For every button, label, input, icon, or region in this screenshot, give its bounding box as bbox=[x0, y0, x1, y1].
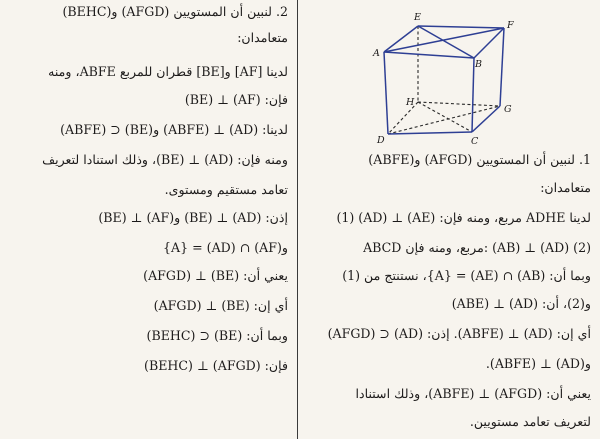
part1-heading-cont: متعامدان: bbox=[540, 180, 591, 195]
text-line: يعني أن: (AFGD) ⊥ (ABFE)، وذلك استنادا bbox=[355, 386, 591, 401]
text-line: و(AF) ∩ (AD) = {A} bbox=[162, 240, 288, 255]
part2-heading: 2. لنبين أن المستويين (AFGD) و(BEHC) bbox=[62, 4, 288, 19]
vertex-label-c: C bbox=[471, 136, 479, 146]
text-line: أي إن: (BE) ⊥ (AFGD) bbox=[153, 298, 288, 313]
conclusion-line: فإن: (AFGD) ⊥ (BEHC) bbox=[144, 358, 288, 373]
vertex-label-f: F bbox=[507, 20, 514, 31]
vertex-label-h: H bbox=[406, 97, 415, 108]
hidden-edges bbox=[388, 26, 500, 134]
vertex-label-b: B bbox=[475, 59, 482, 70]
vertex-label-e: E bbox=[414, 12, 421, 23]
text-line: و(2)، أن: (AD) ⊥ (ABE) bbox=[451, 296, 591, 311]
text-line: ABCD مربع، ومنه فإن: (AB) ⊥ (AD) (2) bbox=[363, 240, 591, 255]
vertex-label-a: A bbox=[373, 48, 380, 59]
text-line: و(AD) ⊥ (ABFE). bbox=[485, 356, 591, 371]
cube-diagram bbox=[368, 4, 528, 146]
text-line: إذن: (AD) ⊥ (BE) و(AF) ⊥ (BE) bbox=[98, 210, 288, 225]
text-line: أي إن: (AD) ⊥ (ABFE). إذن: (AD) ⊂ (AFGD) bbox=[327, 326, 591, 341]
text-line: لدينا ADHE مربع، ومنه فإن: (AE) ⊥ (AD) (1) bbox=[336, 210, 591, 225]
text-line: تعامد مستقيم ومستوى. bbox=[164, 182, 288, 197]
cube-figure bbox=[368, 4, 528, 146]
conclusion-line: لتعريف تعامد مستويين. bbox=[469, 414, 591, 429]
part1-heading: 1. لنبين أن المستويين (AFGD) و(ABFE) bbox=[368, 152, 591, 167]
visible-edges bbox=[384, 26, 504, 134]
vertex-label-d: D bbox=[377, 135, 385, 146]
text-line: فإن: (AF) ⊥ (BE) bbox=[184, 92, 288, 107]
text-line: لدينا [AF] و[BE] قطران للمربع ABFE، ومنه bbox=[48, 64, 288, 79]
text-line: يعني أن: (BE) ⊥ (AFGD) bbox=[143, 268, 288, 283]
text-line: ومنه فإن: (AD) ⊥ (BE)، وذلك استنادا لتعريف bbox=[42, 152, 288, 167]
text-line: لدينا: (AD) ⊥ (ABFE) و(BE) ⊂ (ABFE) bbox=[60, 122, 288, 137]
vertex-label-g: G bbox=[504, 104, 512, 115]
text-line: وبما أن: (BE) ⊂ (BEHC) bbox=[146, 328, 288, 343]
text-line: وبما أن: (AB) ∩ (AE) = {A}، نستنتج من (1) bbox=[342, 268, 591, 283]
column-divider bbox=[297, 0, 298, 439]
part2-heading-cont: متعامدان: bbox=[237, 30, 288, 45]
